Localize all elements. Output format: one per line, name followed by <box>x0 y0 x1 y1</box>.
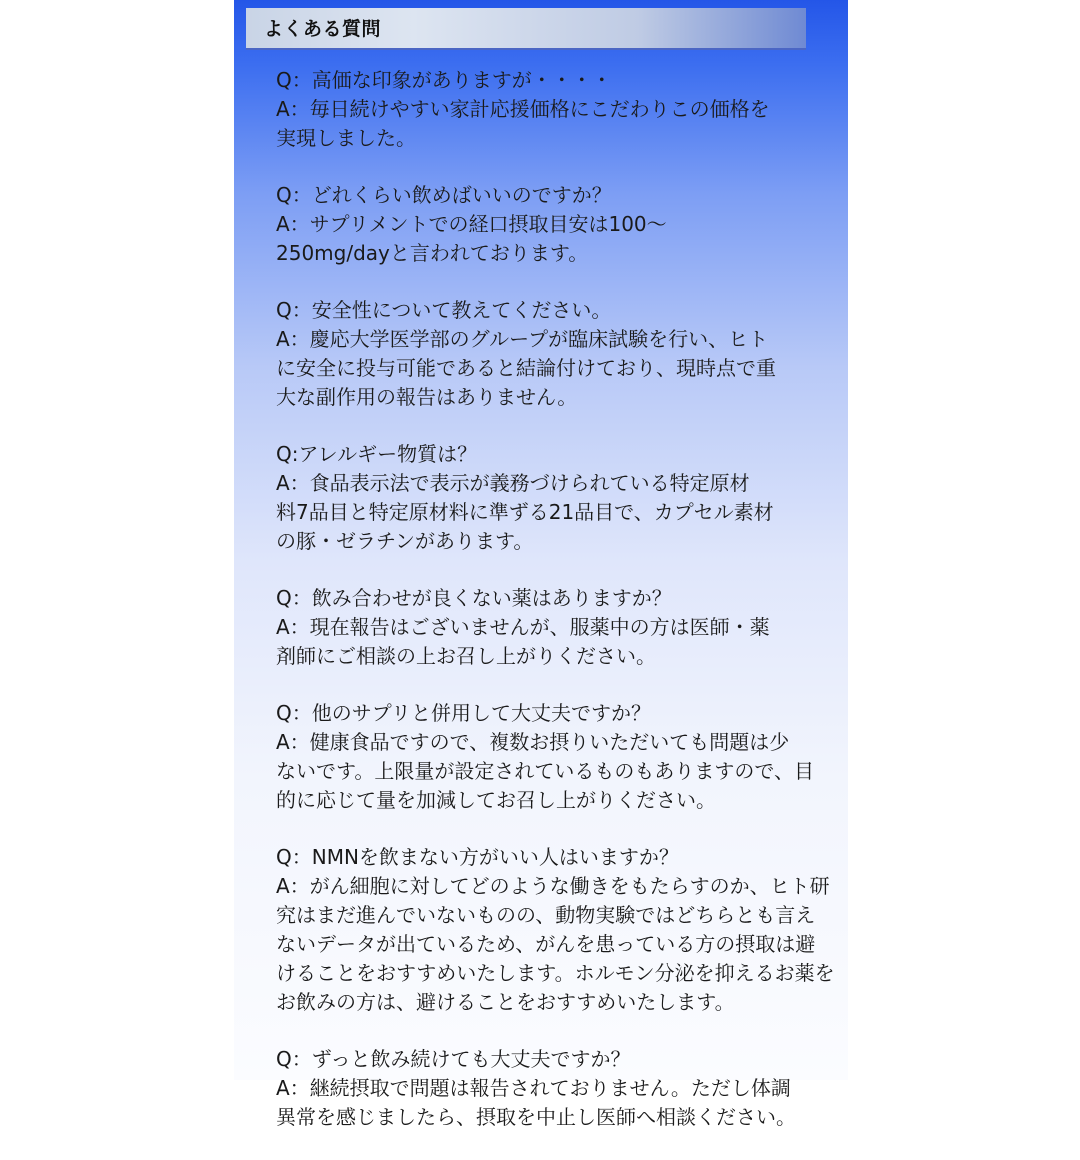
section-header <box>246 8 806 50</box>
faq-answer-line: 料7品目と特定原材料に準ずる21品目で、カプセル素材 <box>276 500 774 524</box>
faq-question: Q：NMNを飲まない方がいい人はいますか？ <box>276 845 679 869</box>
faq-answer-line: 剤師にご相談の上お召し上がりください。 <box>276 644 656 668</box>
faq-answer-line: A：サプリメントでの経口摂取目安は100～ <box>276 212 667 236</box>
faq-question: Q：飲み合わせが良くない薬はありますか？ <box>276 586 672 610</box>
faq-answer-line: A：慶応大学医学部のグループが臨床試験を行い、ヒト <box>276 327 769 351</box>
faq-answer-line: A：健康食品ですので、複数お摂りいただいても問題は少 <box>276 730 790 754</box>
faq-question: Q：高価な印象がありますが・・・・ <box>276 68 612 92</box>
faq-answer-line: A：毎日続けやすい家計応援価格にこだわりこの価格を <box>276 97 770 121</box>
faq-item-7 <box>276 843 835 1017</box>
faq-answer-line: A：継続摂取で問題は報告されておりません。ただし体調 <box>276 1076 791 1100</box>
faq-answer-line: A：食品表示法で表示が義務づけられている特定原材 <box>276 471 750 495</box>
faq-answer-line: 究はまだ進んでいないものの、動物実験ではどちらとも言え <box>276 903 816 927</box>
faq-answer-line: に安全に投与可能であると結論付けており、現時点で重 <box>276 356 776 380</box>
faq-answer-line: 実現しました。 <box>276 126 416 150</box>
faq-answer-line: けることをおすすめいたします。ホルモン分泌を抑えるお薬を <box>276 961 835 985</box>
faq-answer-line: A：がん細胞に対してどのような働きをもたらすのか、ヒト研 <box>276 874 830 898</box>
faq-answer-line: ないデータが出ているため、がんを患っている方の摂取は避 <box>276 932 816 956</box>
faq-list <box>276 66 835 1160</box>
faq-item-2 <box>276 181 831 268</box>
faq-answer-line: 的に応じて量を加減してお召し上がりください。 <box>276 788 716 812</box>
faq-question: Q:アレルギー物質は？ <box>276 442 478 466</box>
faq-item-3 <box>276 296 831 412</box>
faq-item-4 <box>276 440 831 556</box>
section-title: よくある質問 <box>264 18 382 40</box>
faq-answer-line: A：現在報告はございませんが、服薬中の方は医師・薬 <box>276 615 770 639</box>
faq-item-5 <box>276 584 831 671</box>
faq-question: Q：どれくらい飲めばいいのですか？ <box>276 183 612 207</box>
faq-item-8 <box>276 1045 831 1132</box>
faq-panel <box>234 0 848 1129</box>
faq-answer-line: お飲みの方は、避けることをおすすめいたします。 <box>276 990 735 1014</box>
faq-answer-line: 異常を感じましたら、摂取を中止し医師へ相談ください。 <box>276 1105 796 1129</box>
faq-answer-line: の豚・ゼラチンがあります。 <box>276 529 534 553</box>
faq-question: Q：ずっと飲み続けても大丈夫ですか？ <box>276 1047 631 1071</box>
faq-question: Q：他のサプリと併用して大丈夫ですか？ <box>276 701 651 725</box>
faq-item-6 <box>276 699 831 815</box>
faq-answer-line: ないです。上限量が設定されているものもありますので、目 <box>276 759 814 783</box>
faq-question: Q：安全性について教えてください。 <box>276 298 612 322</box>
faq-item-1 <box>276 66 831 153</box>
faq-answer-line: 大な副作用の報告はありません。 <box>276 385 578 409</box>
faq-answer-line: 250mg/dayと言われております。 <box>276 241 589 265</box>
